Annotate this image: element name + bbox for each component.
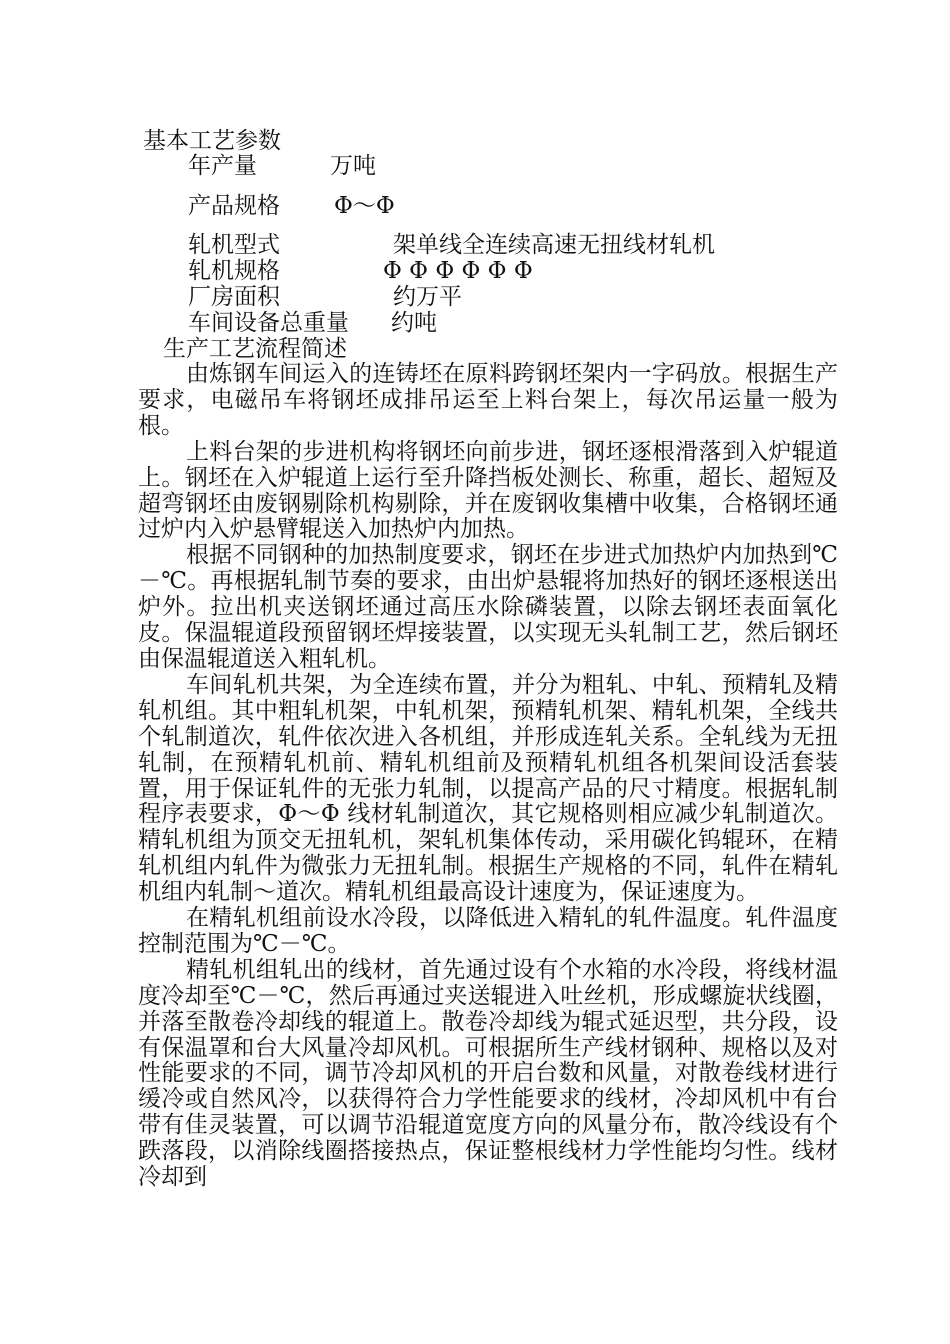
param-label: 年产量 — [188, 153, 257, 179]
param-value: 万吨 — [330, 153, 376, 179]
paragraph: 在精轧机组前设水冷段，以降低进入精轧的轧件温度。轧件温度控制范围为℃－℃。 — [138, 905, 838, 957]
paragraph: 车间轧机共架，为全连续布置，并分为粗轧、中轧、预精轧及精轧机组。其中粗轧机架，中轧机架，预精轧机架、精轧机架，全线共个轧制道次，轧件依次进入各机组，并形成连轧关系。全轧线为无扭轧制，在预精轧机前、精轧机组前及预精轧机组各机架间设活套装置，用于保证轧件的无张力轧制，以提高产品的尺寸精度。根据轧制程序表要求，Φ～Φ 线材轧制道次，其它规格则相应减少轧制道次。精轧机组为顶交无扭轧机，架轧机集体传动，采用碳化钨辊环，在精轧机组内轧件为微张力无扭轧制。根据生产规格的不同，轧件在精轧机组内轧制～道次。精轧机组最高设计速度为，保证速度为。 — [138, 671, 838, 906]
param-label: 车间设备总重量 — [188, 310, 349, 336]
param-label: 轧机规格 — [188, 258, 280, 284]
param-value: 约万平 — [393, 284, 462, 310]
process-description — [138, 362, 838, 1191]
param-value: Φ Φ Φ Φ Φ Φ — [383, 258, 533, 284]
param-value: Φ～Φ — [334, 193, 395, 219]
param-label: 产品规格 — [188, 193, 280, 219]
paragraph: 由炼钢车间运入的连铸坯在原料跨钢坯架内一字码放。根据生产要求，电磁吊车将钢坯成排吊运至上料台架上，每次吊运量一般为根。 — [138, 361, 838, 439]
paragraph: 根据不同钢种的加热制度要求，钢坯在步进式加热炉内加热到℃－℃。再根据轧制节奏的要求，由出炉悬辊将加热好的钢坯逐根送出炉外。拉出机夹送钢坯通过高压水除磷装置，以除去钢坯表面氧化皮。保温辊道段预留钢坯焊接装置，以实现无头轧制工艺，然后钢坯由保温辊道送入粗轧机。 — [138, 542, 838, 672]
param-value: 约吨 — [391, 310, 437, 336]
paragraph: 精轧机组轧出的线材，首先通过设有个水箱的水冷段，将线材温度冷却至℃－℃，然后再通过夹送辊进入吐丝机，形成螺旋状线圈，并落至散卷冷却线的辊道上。散卷冷却线为辊式延迟型，共分段，设有保温罩和台大风量冷却风机。可根据所生产线材钢种、规格以及对性能要求的不同，调节冷却风机的开启台数和风量，对散卷线材进行缓冷或自然风冷，以获得符合力学性能要求的线材，冷却风机中有台带有佳灵装置，可以调节沿辊道宽度方向的风量分布，散冷线设有个跌落段，以消除线圈搭接热点，保证整根线材力学性能均匀性。线材冷却到 — [138, 956, 838, 1191]
param-label: 轧机型式 — [188, 232, 280, 258]
param-label: 厂房面积 — [188, 284, 280, 310]
param-value: 架单线全连续高速无扭线材轧机 — [393, 232, 715, 258]
section-heading-process-flow: 生产工艺流程简述 — [163, 336, 347, 362]
paragraph: 上料台架的步进机构将钢坯向前步进，钢坯逐根滑落到入炉辊道上。钢坯在入炉辊道上运行至升降挡板处测长、称重，超长、超短及超弯钢坯由废钢剔除机构剔除，并在废钢收集槽中收集，合格钢坯通过炉内入炉悬臂辊送入加热炉内加热。 — [138, 438, 838, 543]
section-heading-basic-params: 基本工艺参数 — [143, 128, 281, 154]
